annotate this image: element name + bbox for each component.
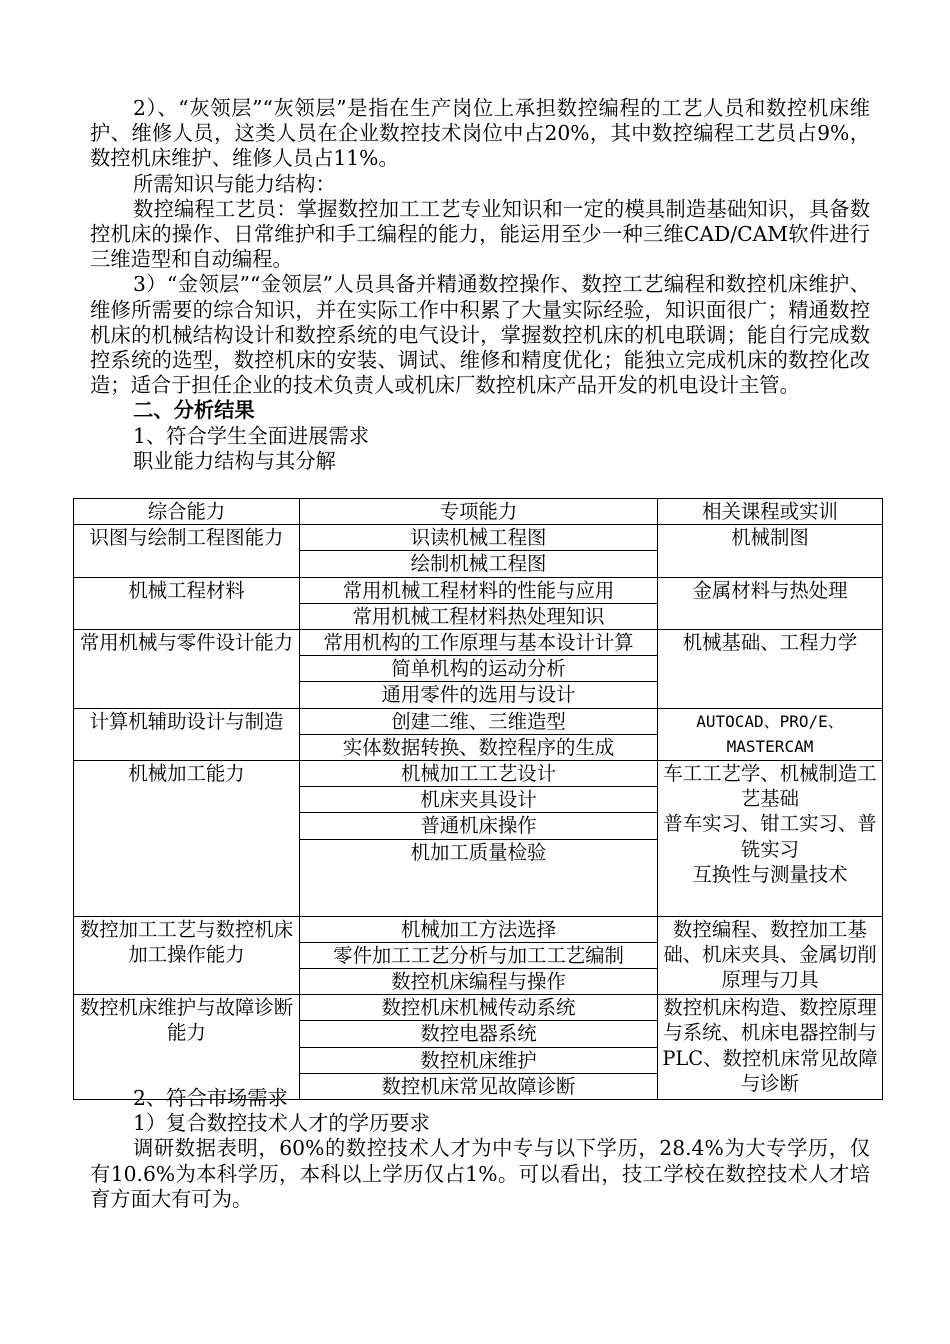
course-cell: 数控机床构造、数控原理与系统、机床电器控制与PLC、数控机床常见故障与诊断 (658, 995, 883, 1100)
ability-table (73, 498, 883, 1100)
skill-cell: 常用机械工程材料热处理知识 (300, 603, 658, 629)
skill-cell: 普通机床操作 (300, 813, 658, 839)
table-row (74, 525, 883, 551)
course-cell: 机械基础、工程力学 (658, 630, 883, 709)
skill-cell: 通用零件的选用与设计 (300, 682, 658, 708)
document-body-continued (90, 1086, 870, 1212)
course-line: 普车实习、钳工实习、普铣实习 (663, 812, 877, 861)
sub-heading: 1、符合学生全面进展需求 (133, 423, 369, 448)
table-row (74, 630, 883, 656)
paragraph-gold-collar: 3）“金领层”“金领层”人员具备并精通数控操作、数控工艺编程和数控机床维护、维修所需要的综合知识，并在实际工作中积累了大量实际经验，知识面很广；精通数控机床的机械结构设计和数控系统的电气设计，掌握数控机床的机电联调；能自行完成数控系统的选型，数控机床的安装、调试、维修和精度优化；能独立完成机床的数控化改造；适合于担任企业的技术负责人或机床厂数控机床产品开发的机电设计主管。 (90, 272, 870, 398)
course-cell (658, 761, 883, 917)
ability-cell: 机械加工能力 (74, 761, 300, 917)
skill-cell: 常用机械工程材料的性能与应用 (300, 577, 658, 603)
skill-cell: 数控机床常见故障诊断 (300, 1073, 658, 1099)
skill-cell: 创建二维、三维造型 (300, 708, 658, 734)
skill-cell: 数控机床维护 (300, 1047, 658, 1073)
course-line: 车工工艺学、机械制造工艺基础 (663, 762, 877, 811)
sub-heading: 1）复合数控技术人才的学历要求 (133, 1111, 430, 1136)
paragraph-grey-collar: 2）、“灰领层”“灰领层”是指在生产岗位上承担数控编程的工艺人员和数控机床维护、维修人员，这类人员在企业数控技术岗位中占20%，其中数控编程工艺员占9%，数控机床维护、维修人员占11%。 (90, 96, 870, 171)
paragraph-education-data: 调研数据表明，60%的数控技术人才为中专与以下学历，28.4%为大专学历，仅有10.6%为本科学历，本科以上学历仅占1%。可以看出，技工学校在数控技术人才培育方面大有可为。 (90, 1136, 870, 1211)
table-header-row (74, 499, 883, 525)
skill-cell: 简单机构的运动分析 (300, 656, 658, 682)
section-heading: 二、分析结果 (133, 398, 255, 423)
table-row (74, 761, 883, 787)
header-cell: 综合能力 (74, 499, 300, 525)
sub-heading: 2、符合市场需求 (133, 1086, 288, 1110)
table-row (74, 995, 883, 1021)
table-row (74, 577, 883, 603)
header-cell: 相关课程或实训 (658, 499, 883, 525)
header-cell: 专项能力 (300, 499, 658, 525)
ability-cell: 计算机辅助设计与制造 (74, 708, 300, 760)
skill-cell: 数控机床机械传动系统 (300, 995, 658, 1021)
skill-cell: 常用机构的工作原理与基本设计计算 (300, 630, 658, 656)
course-line: 互换性与测量技术 (692, 862, 848, 886)
skill-cell: 绘制机械工程图 (300, 551, 658, 577)
course-cell: AUTOCAD、PRO/E、MASTERCAM (658, 708, 883, 760)
skill-cell: 数控机床编程与操作 (300, 969, 658, 995)
table-row (74, 708, 883, 734)
skill-cell: 机械加工方法选择 (300, 916, 658, 942)
skill-cell: 机械加工工艺设计 (300, 761, 658, 787)
ability-cell: 数控加工工艺与数控机床加工操作能力 (74, 916, 300, 995)
paragraph-programmer: 数控编程工艺员：掌握数控加工工艺专业知识和一定的模具制造基础知识，具备数控机床的操作、日常维护和手工编程的能力，能运用至少一种三维CAD/CAM软件进行三维造型和自动编程。 (90, 196, 870, 272)
skill-cell: 机加工质量检验 (300, 839, 658, 916)
skill-cell: 识读机械工程图 (300, 525, 658, 551)
course-cell: 金属材料与热处理 (658, 577, 883, 629)
ability-cell: 数控机床维护与故障诊断能力 (74, 995, 300, 1100)
course-cell: 数控编程、数控加工基础、机床夹具、金属切削原理与刀具 (658, 916, 883, 995)
ability-cell: 常用机械与零件设计能力 (74, 630, 300, 709)
document-body (90, 96, 870, 474)
skill-cell: 零件加工工艺分析与加工工艺编制 (300, 942, 658, 968)
table-row (74, 916, 883, 942)
paragraph-knowledge-structure: 所需知识与能力结构： (133, 171, 336, 196)
ability-cell: 机械工程材料 (74, 577, 300, 629)
skill-cell: 机床夹具设计 (300, 787, 658, 813)
ability-cell: 识图与绘制工程图能力 (74, 525, 300, 577)
skill-cell: 数控电器系统 (300, 1021, 658, 1047)
course-cell: 机械制图 (658, 525, 883, 577)
table-caption: 职业能力结构与其分解 (133, 448, 336, 473)
skill-cell: 实体数据转换、数控程序的生成 (300, 734, 658, 760)
